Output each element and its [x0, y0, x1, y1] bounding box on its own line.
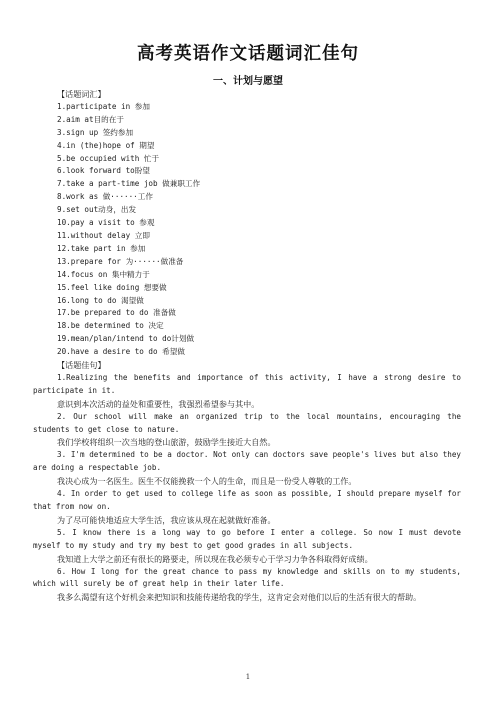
page-number: 1 [245, 673, 251, 681]
vocab-list [33, 101, 461, 359]
document-title: 高考英语作文话题词汇佳句 [137, 44, 359, 64]
sentence-english: 4. In order to get used to college life as soon as possible, I should prepare myself for that from now on. [33, 489, 461, 511]
vocab-item: 3.sign up 签约参加 [57, 127, 134, 137]
document-body [33, 88, 461, 604]
sentence-chinese: 我多么渴望有这个好机会来把知识和技能传递给我的学生，这肯定会对他们以后的生活有很大的帮助。 [57, 592, 422, 603]
vocab-item: 14.focus on 集中精力于 [57, 269, 150, 279]
sentence-english: 3. I'm determined to be a doctor. Not only can doctors save people's lives but also they are doing a respectable job. [33, 450, 461, 473]
vocab-item: 8.work as 做······工作 [57, 192, 153, 202]
sentence-list [33, 372, 461, 604]
sentence-chinese: 意识到本次活动的益处和重要性，我强烈希望参与其中。 [57, 398, 260, 409]
section-heading: 一、计划与愿望 [213, 76, 283, 87]
vocab-item: 19.mean/plan/intend to do计划做 [57, 334, 195, 344]
sentence-chinese: 我们学校将组织一次当地的登山旅游，鼓励学生接近大自然。 [57, 437, 276, 448]
vocab-item: 5.be occupied with 忙于 [57, 153, 160, 163]
vocab-item: 18.be determined to 决定 [57, 321, 164, 331]
sentence-chinese: 我知道上大学之前还有很长的路要走，所以现在我必须专心于学习力争各科取得好成绩。 [57, 553, 373, 564]
vocab-item: 1.participate in 参加 [57, 101, 150, 111]
vocab-item: 17.be prepared to do 准备做 [57, 308, 176, 318]
sentence-chinese: 为了尽可能快地适应大学生活，我应该从现在起就做好准备。 [57, 514, 276, 525]
vocab-item: 4.in (the)hope of 期望 [57, 140, 155, 150]
sentence-english: 1.Realizing the benefits and importance of this activity, I have a strong desire to participate in it. [33, 372, 461, 395]
vocab-item: 2.aim at目的在于 [57, 114, 124, 124]
vocab-item: 11.without delay 立即 [57, 230, 150, 240]
vocab-item: 13.prepare for 为······做准备 [57, 256, 184, 266]
sentences-header: 【话题佳句】 [57, 360, 106, 371]
vocab-header: 【话题词汇】 [57, 89, 106, 99]
sentence-english: 5. I know there is a long way to go before I enter a college. So now I must devote myself to my study and try my best to get good grades in all subjects. [33, 527, 461, 550]
vocab-item: 7.take a part-time job 做兼职工作 [57, 179, 201, 189]
vocab-item: 10.pay a visit to 参观 [57, 218, 155, 228]
vocab-item: 9.set out动身，出发 [57, 205, 137, 215]
vocab-item: 15.feel like doing 想要做 [57, 282, 167, 292]
vocab-item: 20.have a desire to do 希望做 [57, 347, 185, 357]
vocab-item: 12.take part in 参加 [57, 243, 146, 253]
sentence-english: 2. Our school will make an organized trip to the local mountains, encouraging the students to get close to nature. [33, 411, 461, 434]
sentence-english: 6. How I long for the great chance to pass my knowledge and skills on to my students, which will surely be of great help in their later life. [33, 566, 461, 589]
vocab-item: 16.long to do 渴望做 [57, 295, 144, 305]
vocab-item: 6.look forward to盼望 [57, 166, 150, 176]
sentence-chinese: 我决心成为一名医生。医生不仅能挽救一个人的生命，而且是一份受人尊敬的工作。 [57, 476, 357, 487]
